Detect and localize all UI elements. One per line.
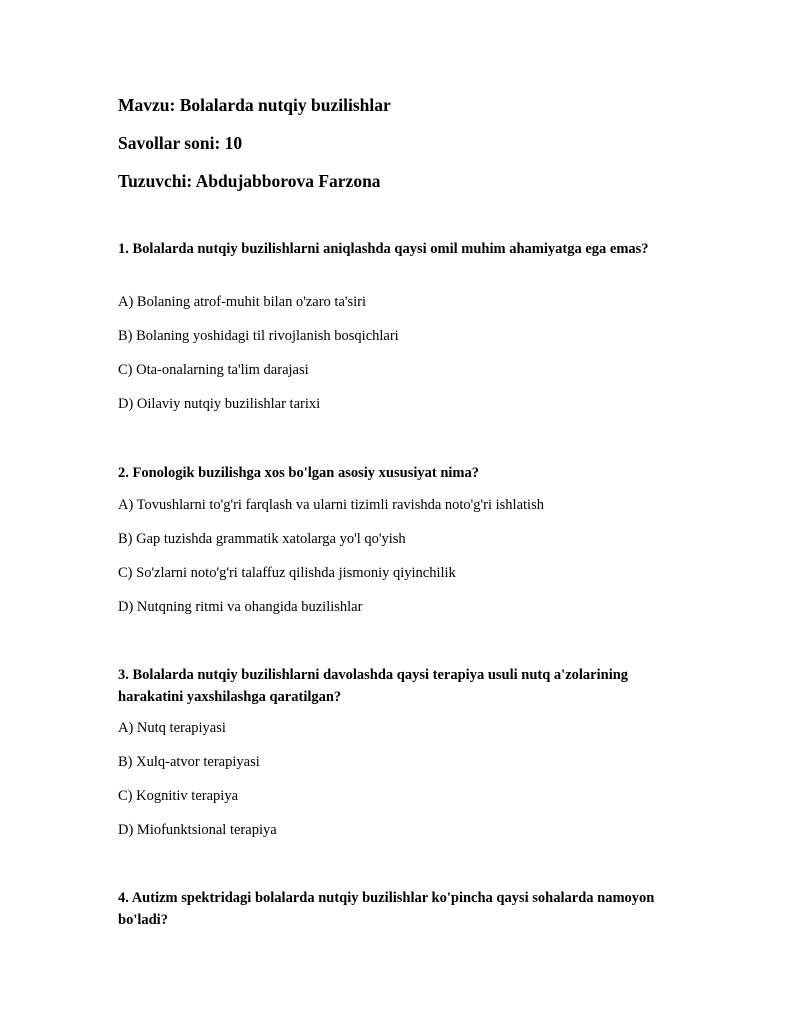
question-2-text: 2. Fonologik buzilishga xos bo'lgan asosiy xususiyat nima? — [118, 465, 479, 481]
question-3-option-a: A) Nutq terapiyasi — [118, 720, 226, 736]
question-2-option-c: C) So'zlarni noto'g'ri talaffuz qilishda jismoniy qiyinchilik — [118, 565, 456, 581]
question-3-text: 3. Bolalarda nutqiy buzilishlarni davolashda qaysi terapiya usuli nutq a'zolarining harakatini yaxshilashga qaratilgan? — [118, 667, 629, 705]
question-1-text: 1. Bolalarda nutqiy buzilishlarni aniqlashda qaysi omil muhim ahamiyatga ega emas? — [118, 241, 649, 257]
question-4-text: 4. Autizm spektridagi bolalarda nutqiy buzilishlar ko'pincha qaysi sohalarda namoyon bo'ladi? — [118, 890, 655, 928]
question-2-option-b: B) Gap tuzishda grammatik xatolarga yo'l qo'yish — [118, 531, 406, 547]
question-1-option-c: C) Ota-onalarning ta'lim darajasi — [118, 362, 309, 378]
question-2-option-d: D) Nutqning ritmi va ohangida buzilishlar — [118, 599, 363, 615]
question-3-option-c: C) Kognitiv terapiya — [118, 788, 239, 804]
author-heading: Tuzuvchi: Abdujabborova Farzona — [118, 171, 381, 191]
question-count-heading: Savollar soni: 10 — [118, 133, 243, 153]
question-3-option-b: B) Xulq-atvor terapiyasi — [118, 754, 260, 770]
question-3-option-d: D) Miofunktsional terapiya — [118, 822, 277, 838]
question-1-option-d: D) Oilaviy nutqiy buzilishlar tarixi — [118, 396, 321, 412]
topic-heading: Mavzu: Bolalarda nutqiy buzilishlar — [118, 95, 391, 115]
question-1-option-a: A) Bolaning atrof-muhit bilan o'zaro ta'siri — [118, 294, 367, 310]
question-2-option-a: A) Tovushlarni to'g'ri farqlash va ularni tizimli ravishda noto'g'ri ishlatish — [118, 497, 544, 513]
question-1-option-b: B) Bolaning yoshidagi til rivojlanish bosqichlari — [118, 328, 399, 344]
